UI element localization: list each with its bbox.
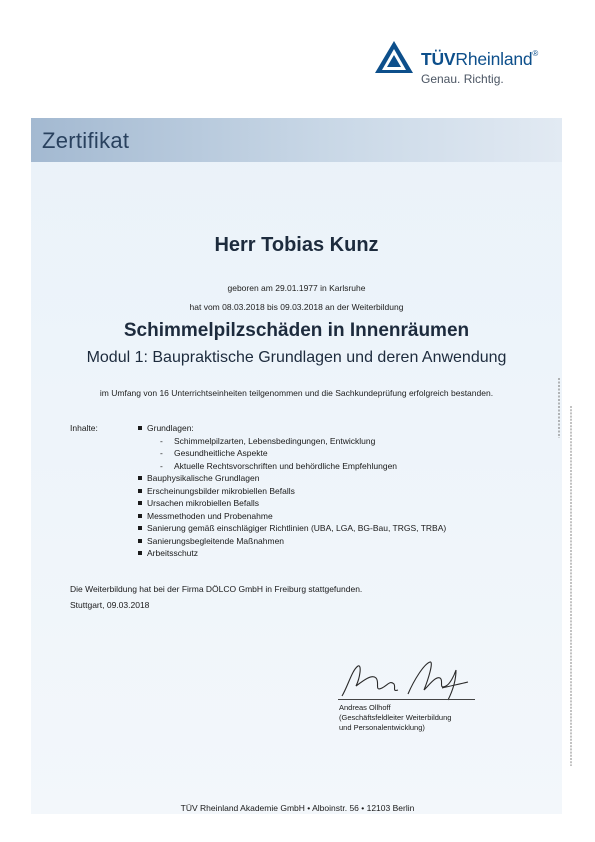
module-title: Modul 1: Baupraktische Grundlagen und deren Anwendung (86, 349, 507, 366)
birth-info: geboren am 29.01.1977 in Karlsruhe (227, 283, 366, 293)
tuv-rheinland-logo (374, 40, 574, 90)
footer-address: TÜV Rheinland Akademie GmbH • Alboinstr. 56 • 12103 Berlin (180, 803, 415, 813)
contents-label: Inhalte: (70, 423, 98, 433)
training-location-note: Die Weiterbildung hat bei der Firma DÖLCO GmbH in Freiburg stattgefunden. (70, 584, 363, 594)
signature-line (338, 699, 475, 700)
list-item: Sanierung gemäß einschlägiger Richtlinien (UBA, LGA, BG-Bau, TRGS, TRBA) (138, 522, 446, 535)
margin-print-marks (568, 406, 574, 766)
list-item: Sanierungsbegleitende Maßnahmen (138, 535, 446, 548)
logo-wordmark: TÜVRheinland® (421, 49, 539, 69)
course-scope: im Umfang von 16 Unterrichtseinheiten teilgenommen und die Sachkundeprüfung erfolgreich bestanden. (99, 388, 494, 398)
signer-title: und Personalentwicklung) (339, 723, 425, 732)
recipient-name: Herr Tobias Kunz (214, 234, 379, 256)
tuv-triangle-icon (374, 40, 414, 74)
list-item: Grundlagen: (138, 422, 446, 435)
list-item: Erscheinungsbilder mikrobiellen Befalls (138, 485, 446, 498)
handwritten-signature (338, 656, 478, 704)
list-item: Arbeitsschutz (138, 547, 446, 560)
sub-list-item: - Gesundheitliche Aspekte (138, 447, 446, 460)
sub-list-item: - Aktuelle Rechtsvorschriften und behördliche Empfehlungen (138, 460, 446, 473)
contents-list (138, 422, 446, 560)
list-item: Ursachen mikrobiellen Befalls (138, 497, 446, 510)
course-title: Schimmelpilzschäden in Innenräumen (123, 320, 470, 341)
margin-print-marks (556, 378, 562, 438)
signer-title: (Geschäftsfeldleiter Weiterbildung (339, 713, 452, 722)
certificate-title: Zertifikat (42, 128, 130, 153)
list-item: Bauphysikalische Grundlagen (138, 472, 446, 485)
attendance-period: hat vom 08.03.2018 bis 09.03.2018 an der Weiterbildung (189, 302, 404, 312)
list-item: Messmethoden und Probenahme (138, 510, 446, 523)
signer-name: Andreas Ollhoff (339, 703, 391, 712)
signer-block (339, 703, 451, 733)
place-date: Stuttgart, 09.03.2018 (70, 600, 150, 610)
logo-tagline: Genau. Richtig. (421, 72, 504, 86)
sub-list-item: - Schimmelpilzarten, Lebensbedingungen, Entwicklung (138, 435, 446, 448)
